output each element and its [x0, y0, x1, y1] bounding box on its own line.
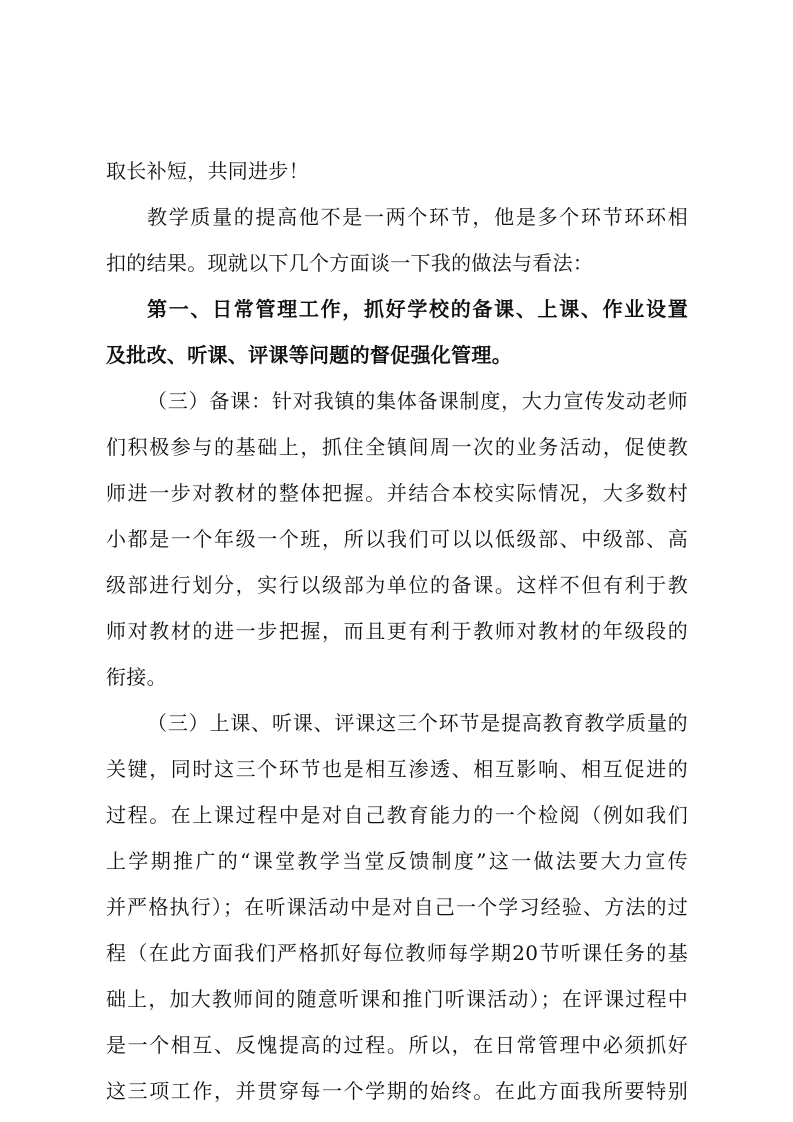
- paragraph-line: 级部进行划分，实行以级部为单位的备课。这样不但有利于教: [106, 573, 688, 597]
- paragraph-line: 师进一步对教材的整体把握。并结合本校实际情况，大多数村: [106, 481, 688, 505]
- paragraph-line: （三）上课、听课、评课这三个环节是提高教育教学质量的: [147, 711, 688, 735]
- paragraph-line: 程（在此方面我们严格抓好每位教师每学期20节听课任务的基: [106, 941, 688, 965]
- paragraph-line: 上学期推广的“课堂教学当堂反馈制度”这一做法要大力宣传: [106, 849, 688, 873]
- paragraph-line: 础上，加大教师间的随意听课和推门听课活动）；在评课过程中: [106, 987, 688, 1011]
- paragraph-line: 教学质量的提高他不是一两个环节，他是多个环节环环相: [147, 205, 688, 229]
- paragraph-line: 衔接。: [106, 665, 167, 689]
- paragraph-line: 扣的结果。现就以下几个方面谈一下我的做法与看法：: [106, 251, 594, 275]
- paragraph-line: 过程。在上课过程中是对自己教育能力的一个检阅（例如我们: [106, 803, 688, 827]
- paragraph-line: 关键，同时这三个环节也是相互渗透、相互影响、相互促进的: [106, 757, 688, 781]
- paragraph-line: 并严格执行）；在听课活动中是对自己一个学习经验、方法的过: [106, 895, 688, 919]
- paragraph-line: 们积极参与的基础上，抓住全镇间周一次的业务活动，促使教: [106, 435, 688, 459]
- paragraph-line: 这三项工作，并贯穿每一个学期的始终。在此方面我所要特别: [106, 1079, 688, 1103]
- text-line-1: 取长补短，共同进步！: [106, 159, 309, 183]
- section-heading-line: 及批改、听课、评课等问题的督促强化管理。: [106, 343, 512, 367]
- paragraph-line: 小都是一个年级一个班，所以我们可以以低级部、中级部、高: [106, 527, 688, 551]
- paragraph-line: 师对教材的进一步把握，而且更有利于教师对教材的年级段的: [106, 619, 688, 643]
- paragraph-line: 是一个相互、反愧提高的过程。所以，在日常管理中必须抓好: [106, 1033, 688, 1057]
- paragraph-line: （三）备课：针对我镇的集体备课制度，大力宣传发动老师: [147, 389, 688, 413]
- section-heading-line: 第一、日常管理工作，抓好学校的备课、上课、作业设置: [147, 297, 688, 321]
